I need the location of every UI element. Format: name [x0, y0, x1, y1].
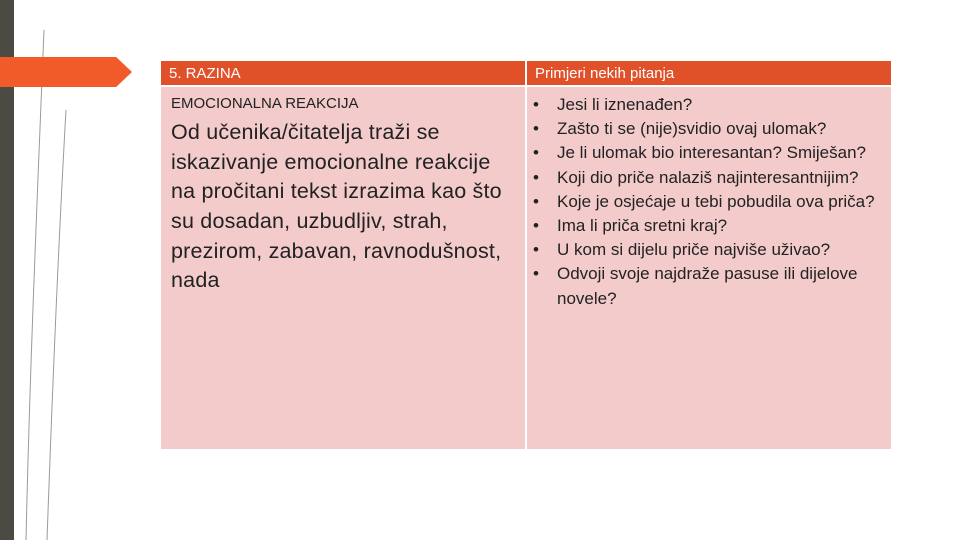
question-item — [533, 93, 881, 117]
question-text: Zašto ti se (nije)svidio ovaj ulomak? — [557, 119, 827, 139]
question-text: Ima li priča sretni kraj? — [557, 216, 728, 236]
question-item — [533, 262, 881, 310]
left-header: 5. RAZINA — [160, 60, 526, 86]
bullet-icon: • — [533, 143, 539, 163]
question-text: Jesi li iznenađen? — [557, 95, 693, 114]
bullet-icon: • — [533, 264, 539, 284]
bullet-icon: • — [533, 119, 539, 139]
question-text: Je li ulomak bio interesantan? Smiješan? — [557, 143, 867, 163]
question-text: U kom si dijelu priče najviše uživao? — [557, 240, 831, 260]
orange-arrow — [0, 57, 132, 87]
question-item — [533, 238, 881, 262]
bullet-icon: • — [533, 216, 539, 236]
question-item — [533, 117, 881, 141]
question-item — [533, 214, 881, 238]
question-text: Koje je osjećaje u tebi pobudila ova priča? — [557, 191, 875, 211]
question-item — [533, 190, 881, 214]
question-text: Odvoji svoje najdraže pasuse ili dijelove novele? — [557, 264, 858, 308]
body-row — [160, 86, 892, 450]
right-header: Primjeri nekih pitanja — [526, 60, 892, 86]
header-row — [160, 60, 892, 86]
bullet-icon: • — [533, 167, 539, 187]
content-table — [159, 59, 893, 451]
question-text: Koji dio priče nalaziš najinteresantnijim? — [557, 167, 859, 187]
bullet-icon: • — [533, 95, 539, 114]
question-item — [533, 141, 881, 165]
left-cell — [160, 86, 526, 450]
question-item — [533, 166, 881, 190]
description: Od učenika/čitatelja traži se iskazivanje emocionalne reakcije na pročitani tekst izrazima kao što su dosadan, uzbudljiv, strah, prezirom, zabavan, ravnodušnost, nada — [171, 120, 502, 293]
right-cell — [526, 86, 892, 450]
question-list — [533, 93, 881, 311]
subheading: EMOCIONALNA REAKCIJA — [171, 95, 359, 112]
bullet-icon: • — [533, 191, 539, 211]
bullet-icon: • — [533, 240, 539, 260]
